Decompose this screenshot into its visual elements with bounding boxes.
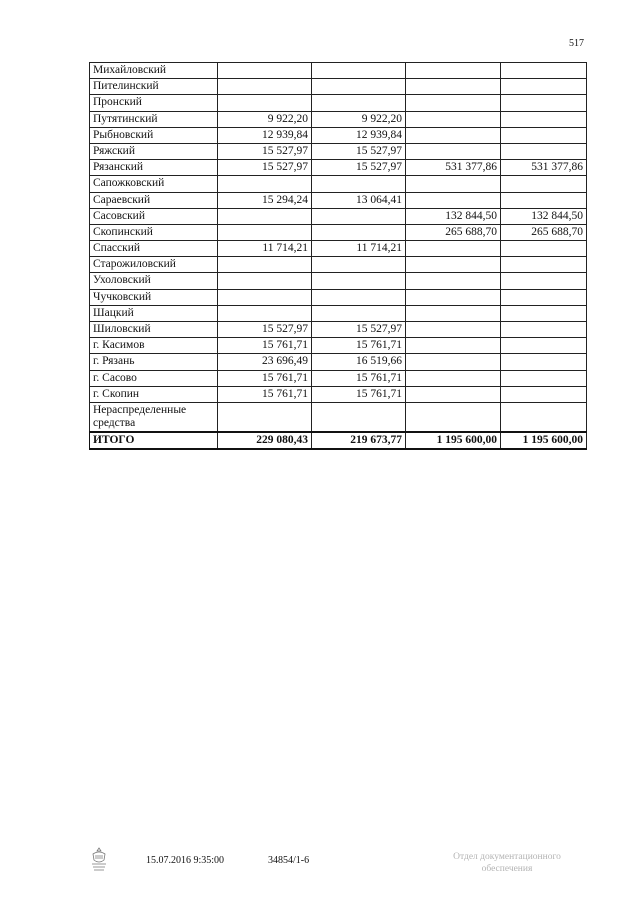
- row-value-2: [312, 402, 406, 432]
- row-value-1: 9 922,20: [218, 111, 312, 127]
- table-row: [90, 305, 587, 321]
- row-name: Сапожковский: [90, 176, 218, 192]
- row-value-2: [312, 79, 406, 95]
- row-value-4: [501, 127, 587, 143]
- row-value-2: 13 064,41: [312, 192, 406, 208]
- row-value-4: [501, 111, 587, 127]
- table-row: [90, 354, 587, 370]
- row-value-3: [406, 370, 501, 386]
- row-value-3: [406, 273, 501, 289]
- table-row: [90, 224, 587, 240]
- table-row: [90, 160, 587, 176]
- row-value-4: [501, 289, 587, 305]
- row-value-4: 531 377,86: [501, 160, 587, 176]
- row-value-1: 15 527,97: [218, 322, 312, 338]
- row-value-4: [501, 370, 587, 386]
- row-value-1: 15 527,97: [218, 143, 312, 159]
- table-row: [90, 386, 587, 402]
- row-name: Чучковский: [90, 289, 218, 305]
- row-name: Скопинский: [90, 224, 218, 240]
- table-row: [90, 289, 587, 305]
- seal-emblem: [88, 846, 110, 872]
- row-value-3: [406, 386, 501, 402]
- row-value-3: [406, 192, 501, 208]
- row-value-1: [218, 63, 312, 79]
- row-value-1: [218, 402, 312, 432]
- row-name: Шацкий: [90, 305, 218, 321]
- row-value-1: 15 761,71: [218, 338, 312, 354]
- row-name: Ряжский: [90, 143, 218, 159]
- row-name: Пителинский: [90, 79, 218, 95]
- row-name: Старожиловский: [90, 257, 218, 273]
- row-value-2: [312, 273, 406, 289]
- footer-doc-code: 34854/1-6: [268, 855, 310, 866]
- row-value-4: [501, 143, 587, 159]
- department-stamp: [443, 851, 571, 875]
- row-value-1: 15 294,24: [218, 192, 312, 208]
- total-label: ИТОГО: [90, 432, 218, 449]
- table-row: [90, 63, 587, 79]
- row-value-2: [312, 289, 406, 305]
- row-value-3: 132 844,50: [406, 208, 501, 224]
- row-value-4: [501, 273, 587, 289]
- row-name: г. Касимов: [90, 338, 218, 354]
- row-value-1: 15 761,71: [218, 386, 312, 402]
- row-value-2: [312, 95, 406, 111]
- row-value-3: [406, 111, 501, 127]
- row-value-2: 16 519,66: [312, 354, 406, 370]
- row-value-2: 15 527,97: [312, 322, 406, 338]
- budget-table: [89, 62, 587, 450]
- total-value-1: 229 080,43: [218, 432, 312, 449]
- total-value-3: 1 195 600,00: [406, 432, 501, 449]
- total-value-2: 219 673,77: [312, 432, 406, 449]
- row-name: Нераспределенные средства: [90, 402, 218, 432]
- row-value-2: [312, 257, 406, 273]
- row-value-4: [501, 322, 587, 338]
- table-row: [90, 241, 587, 257]
- row-value-2: 15 527,97: [312, 143, 406, 159]
- row-value-1: 15 527,97: [218, 160, 312, 176]
- row-value-4: [501, 338, 587, 354]
- budget-table-body: [90, 63, 587, 450]
- row-name: г. Скопин: [90, 386, 218, 402]
- row-value-2: [312, 63, 406, 79]
- row-value-2: 15 761,71: [312, 370, 406, 386]
- row-name: Пронский: [90, 95, 218, 111]
- row-value-2: 15 761,71: [312, 338, 406, 354]
- table-row: [90, 79, 587, 95]
- row-value-4: [501, 354, 587, 370]
- row-name: Шиловский: [90, 322, 218, 338]
- table-row: [90, 192, 587, 208]
- table-row: [90, 402, 587, 432]
- row-value-1: 15 761,71: [218, 370, 312, 386]
- row-name: г. Сасово: [90, 370, 218, 386]
- table-row: [90, 338, 587, 354]
- row-value-3: [406, 257, 501, 273]
- row-value-2: 11 714,21: [312, 241, 406, 257]
- row-value-3: [406, 143, 501, 159]
- table-row: [90, 208, 587, 224]
- row-value-2: 15 527,97: [312, 160, 406, 176]
- row-value-4: [501, 386, 587, 402]
- row-value-1: [218, 257, 312, 273]
- row-value-4: [501, 192, 587, 208]
- row-value-3: 531 377,86: [406, 160, 501, 176]
- row-name: Рязанский: [90, 160, 218, 176]
- row-name: Сасовский: [90, 208, 218, 224]
- row-value-4: [501, 95, 587, 111]
- table-row: [90, 111, 587, 127]
- row-value-4: [501, 63, 587, 79]
- row-name: г. Рязань: [90, 354, 218, 370]
- table-row: [90, 95, 587, 111]
- row-value-3: [406, 79, 501, 95]
- row-value-1: [218, 273, 312, 289]
- row-value-2: [312, 176, 406, 192]
- row-value-3: [406, 305, 501, 321]
- row-name: Рыбновский: [90, 127, 218, 143]
- row-value-3: [406, 95, 501, 111]
- row-value-2: 12 939,84: [312, 127, 406, 143]
- row-value-4: [501, 79, 587, 95]
- stamp-line-2: обеспечения: [481, 864, 533, 874]
- row-value-1: [218, 95, 312, 111]
- row-value-2: 9 922,20: [312, 111, 406, 127]
- row-value-1: [218, 79, 312, 95]
- row-value-4: 132 844,50: [501, 208, 587, 224]
- row-value-3: [406, 241, 501, 257]
- table-row: [90, 127, 587, 143]
- row-value-3: [406, 176, 501, 192]
- row-value-1: [218, 176, 312, 192]
- stamp-line-1: Отдел документационного: [453, 852, 561, 862]
- row-value-3: [406, 354, 501, 370]
- row-value-4: [501, 176, 587, 192]
- row-value-3: [406, 338, 501, 354]
- row-value-3: [406, 289, 501, 305]
- row-value-1: 23 696,49: [218, 354, 312, 370]
- row-value-2: [312, 224, 406, 240]
- row-name: Ухоловский: [90, 273, 218, 289]
- row-value-1: [218, 224, 312, 240]
- row-value-4: [501, 402, 587, 432]
- row-name: Михайловский: [90, 63, 218, 79]
- row-value-2: [312, 208, 406, 224]
- table-row: [90, 257, 587, 273]
- row-value-3: [406, 63, 501, 79]
- footer-datetime: 15.07.2016 9:35:00: [146, 855, 225, 866]
- row-value-1: 11 714,21: [218, 241, 312, 257]
- total-row: [90, 432, 587, 449]
- table-row: [90, 273, 587, 289]
- page-number: 517: [569, 38, 584, 49]
- row-value-1: [218, 305, 312, 321]
- row-value-1: [218, 289, 312, 305]
- table-row: [90, 322, 587, 338]
- row-value-2: 15 761,71: [312, 386, 406, 402]
- row-value-2: [312, 305, 406, 321]
- row-value-1: [218, 208, 312, 224]
- row-value-3: [406, 322, 501, 338]
- total-value-4: 1 195 600,00: [501, 432, 587, 449]
- row-name: Путятинский: [90, 111, 218, 127]
- row-value-4: [501, 305, 587, 321]
- row-value-1: 12 939,84: [218, 127, 312, 143]
- row-name: Спасский: [90, 241, 218, 257]
- row-value-3: [406, 402, 501, 432]
- row-value-4: 265 688,70: [501, 224, 587, 240]
- table-row: [90, 143, 587, 159]
- row-name: Сараевский: [90, 192, 218, 208]
- row-value-3: 265 688,70: [406, 224, 501, 240]
- row-value-4: [501, 241, 587, 257]
- table-row: [90, 176, 587, 192]
- row-value-3: [406, 127, 501, 143]
- row-value-4: [501, 257, 587, 273]
- table-row: [90, 370, 587, 386]
